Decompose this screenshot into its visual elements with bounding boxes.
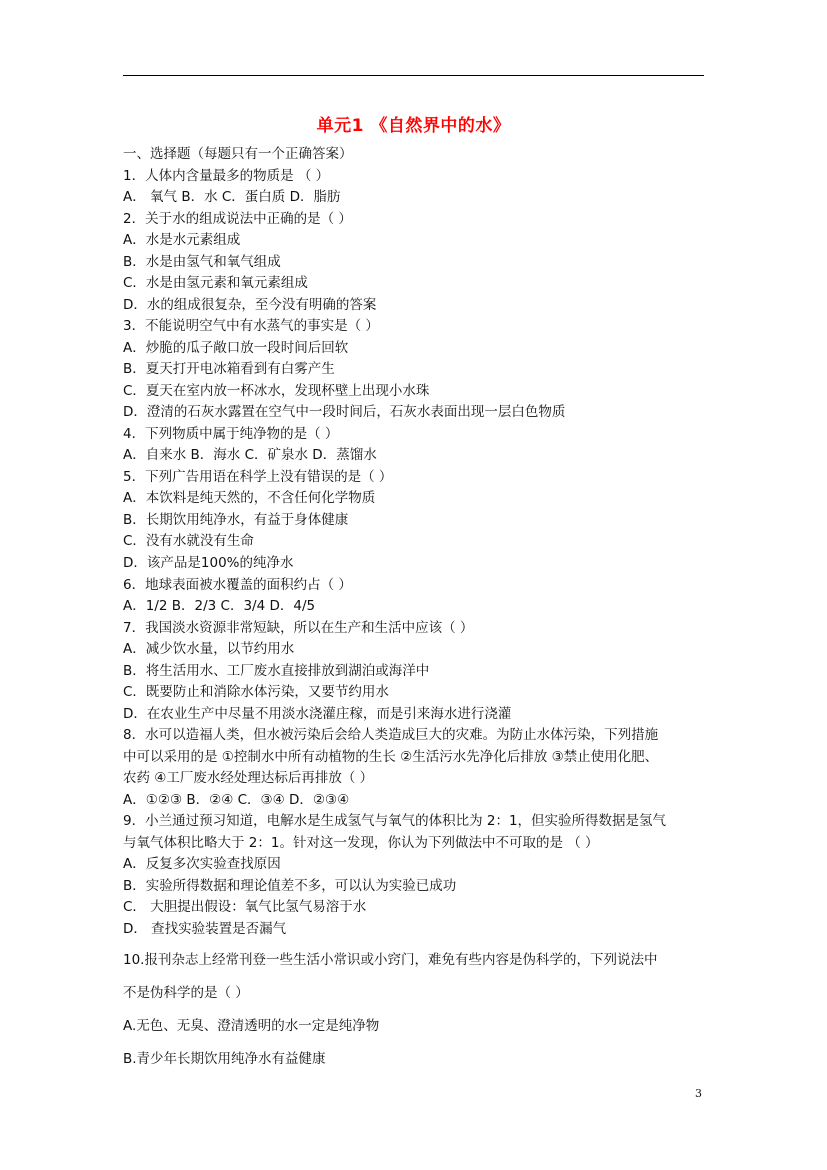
text-line: B．水是由氢气和氧气组成 — [123, 254, 281, 270]
text-line: 一、选择题（每题只有一个正确答案） — [123, 146, 353, 162]
text-line: 10.报刊杂志上经常刊登一些生活小常识或小窍门，难免有些内容是伪科学的，下列说法中 — [123, 952, 658, 968]
text-line: A．减少饮水量，以节约用水 — [123, 641, 295, 657]
text-line: 3．不能说明空气中有水蒸气的事实是（ ） — [123, 318, 379, 334]
text-line: C． 大胆提出假设：氧气比氢气易溶于水 — [123, 899, 367, 915]
text-line: 1．人体内含量最多的物质是 （ ） — [123, 168, 330, 184]
text-line: C．水是由氢元素和氧元素组成 — [123, 275, 308, 291]
text-line: D．在农业生产中尽量不用淡水浇灌庄稼，而是引来海水进行浇灌 — [123, 706, 512, 722]
text-line: A．自来水 B．海水 C．矿泉水 D．蒸馏水 — [123, 447, 377, 463]
text-line: A．反复多次实验查找原因 — [123, 856, 281, 872]
page-number: 3 — [695, 1087, 702, 1100]
text-line: 2．关于水的组成说法中正确的是（ ） — [123, 211, 352, 227]
text-line: 4．下列物质中属于纯净物的是（ ） — [123, 426, 339, 442]
text-line: C．没有水就没有生命 — [123, 533, 254, 549]
text-line: A．水是水元素组成 — [123, 232, 241, 248]
text-line: C．既要防止和消除水体污染，又要节约用水 — [123, 684, 389, 700]
page-title: 单元1 《自然界中的水》 — [316, 116, 511, 136]
text-line: A．本饮料是纯天然的，不含任何化学物质 — [123, 490, 376, 506]
text-line: A.无色、无臭、澄清透明的水一定是纯净物 — [123, 1018, 380, 1034]
text-line: A．①②③ B．②④ C．③④ D．②③④ — [123, 792, 350, 808]
text-line: A．1/2 B．2/3 C．3/4 D．4/5 — [123, 598, 316, 614]
text-line: 5．下列广告用语在科学上没有错误的是（ ） — [123, 469, 393, 485]
text-line: B．长期饮用纯净水，有益于身体健康 — [123, 512, 349, 528]
text-line: D．澄清的石灰水露置在空气中一段时间后，石灰水表面出现一层白色物质 — [123, 404, 566, 420]
text-line: A． 氧气 B．水 C．蛋白质 D．脂肪 — [123, 189, 341, 205]
text-line: B．实验所得数据和理论值差不多，可以认为实验已成功 — [123, 878, 457, 894]
text-line: D． 查找实验装置是否漏气 — [123, 921, 287, 937]
text-line: B．夏天打开电冰箱看到有白雾产生 — [123, 361, 335, 377]
text-line: 8．水可以造福人类，但水被污染后会给人类造成巨大的灾难。为防止水体污染，下列措施 — [123, 727, 659, 743]
text-line: 不是伪科学的是（ ） — [123, 985, 249, 1001]
text-line: A．炒脆的瓜子敞口放一段时间后回软 — [123, 340, 349, 356]
text-line: 中可以采用的是 ①控制水中所有动植物的生长 ②生活污水先净化后排放 ③禁止使用化肥、 — [123, 749, 659, 765]
text-line: D．水的组成很复杂，至今没有明确的答案 — [123, 297, 377, 313]
text-line: 与氧气体积比略大于 2：1。针对这一发现，你认为下列做法中不可取的是 （ ） — [123, 835, 599, 851]
text-line: B.青少年长期饮用纯净水有益健康 — [123, 1051, 326, 1067]
text-line: D．该产品是100%的纯净水 — [123, 555, 294, 571]
text-line: 农药 ④工厂废水经处理达标后再排放（ ） — [123, 770, 374, 786]
text-line: 7．我国淡水资源非常短缺，所以在生产和生活中应该（ ） — [123, 620, 474, 636]
header-rule — [123, 75, 704, 76]
text-line: 6．地球表面被水覆盖的面积约占（ ） — [123, 577, 352, 593]
text-line: C．夏天在室内放一杯冰水，发现杯壁上出现小水珠 — [123, 383, 430, 399]
text-line: B．将生活用水、工厂废水直接排放到湖泊或海洋中 — [123, 663, 430, 679]
text-line: 9．小兰通过预习知道，电解水是生成氢气与氧气的体积比为 2：1，但实验所得数据是氢气 — [123, 813, 667, 829]
